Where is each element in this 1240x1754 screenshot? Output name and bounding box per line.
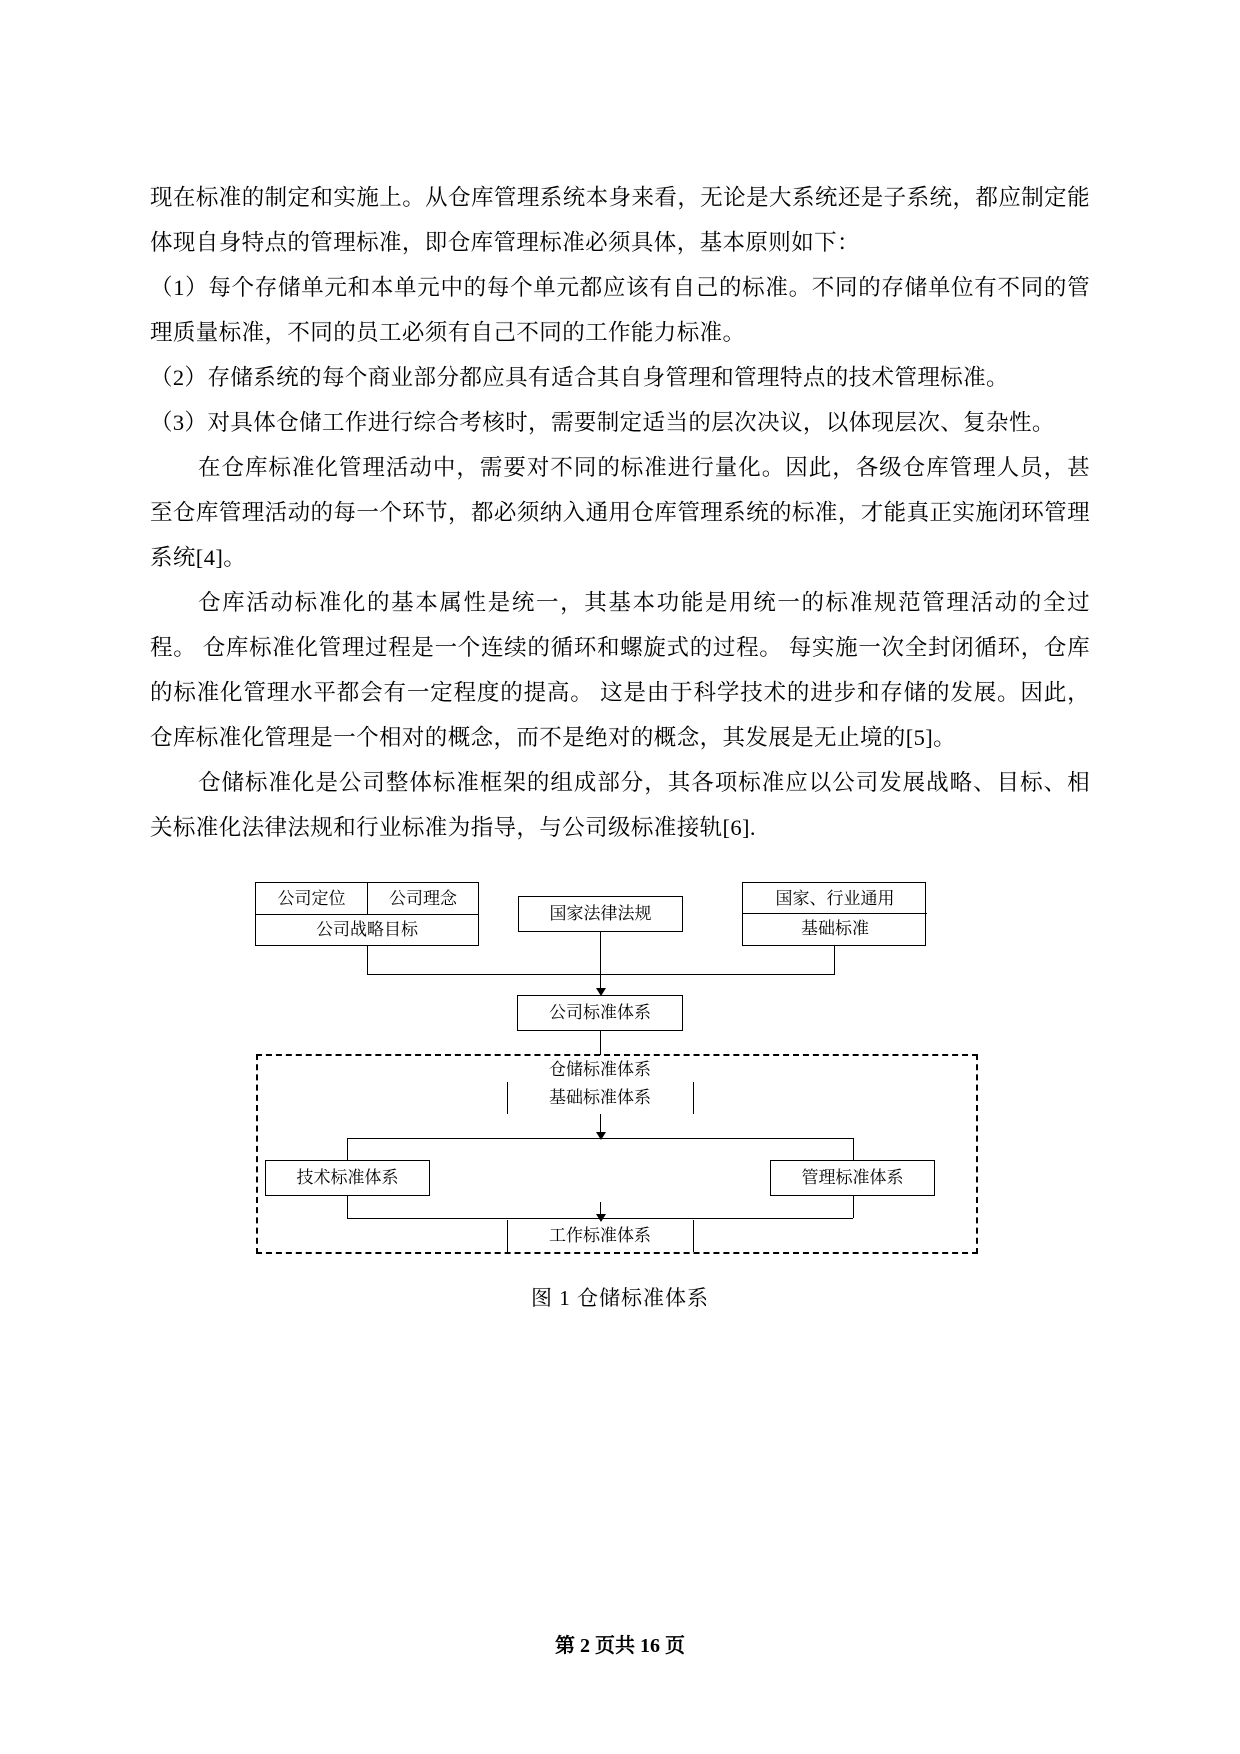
tick-basic-left — [507, 1082, 508, 1114]
node-company-standard-system: 公司标准体系 — [517, 995, 683, 1031]
paragraph-2: （1）每个存储单元和本单元中的每个单元都应该有自己的标准。不同的存储单位有不同的管理质量标准，不同的员工必须有自己不同的工作能力标准。 — [150, 275, 1090, 345]
tick-work-right — [693, 1220, 694, 1252]
node-company-strategy-group — [255, 882, 479, 946]
paragraph-1: 现在标准的制定和实施上。从仓库管理系统本身来看，无论是大系统还是子系统，都应制定能体现自身特点的管理标准，即仓库管理标准必须具体，基本原则如下： — [150, 185, 1090, 255]
connector-tech-bottom — [347, 1196, 348, 1218]
node-technical-standard-system: 技术标准体系 — [265, 1160, 430, 1196]
tick-work-left — [507, 1220, 508, 1252]
node-national-industry-basic-line2: 基础标准 — [801, 919, 869, 938]
connector-tech-down — [347, 1138, 348, 1160]
paragraph-6: 仓库活动标准化的基本属性是统一，其基本功能是用统一的标准规范管理活动的全过程。 仓库标准化管理过程是一个连续的循环和螺旋式的过程。 每实施一次全封闭循环，仓库的标准化管理水平都会有一定程度的提高。 这是由于科学技术的进步和存储的发展。因此，仓库标准化管理是一个相对的概念，而不是绝对的概念，其发展是无止境的[5]。 — [150, 590, 1090, 750]
paragraph-7: 仓储标准化是公司整体标准框架的组成部分，其各项标准应以公司发展战略、目标、相关标准化法律法规和行业标准为指导，与公司级标准接轨[6]. — [150, 770, 1090, 840]
node-national-industry-basic — [742, 882, 926, 946]
node-national-industry-basic-line1: 国家、行业通用 — [743, 885, 927, 914]
node-work-standard-system: 工作标准体系 — [549, 1226, 651, 1245]
connector-company-to-warehouse — [600, 1031, 601, 1055]
figure-canvas — [150, 876, 1090, 1266]
tick-basic-right — [693, 1082, 694, 1114]
connector-right-down — [834, 946, 835, 974]
node-company-philosophy: 公司理念 — [368, 883, 478, 915]
connector-mgmt-down — [853, 1138, 854, 1160]
paragraph-4: （3）对具体仓储工作进行综合考核时，需要制定适当的层次决议，以体现层次、复杂性。 — [150, 410, 1055, 435]
node-management-standard-system: 管理标准体系 — [770, 1160, 935, 1196]
connector-left-down — [367, 946, 368, 974]
figure-caption: 图 1 仓储标准体系 — [531, 1286, 709, 1310]
node-warehouse-standard-system: 仓储标准体系 — [549, 1060, 651, 1079]
node-basic-standard-system: 基础标准体系 — [549, 1088, 651, 1107]
body-text — [150, 175, 1090, 850]
node-company-strategy-goal: 公司战略目标 — [316, 920, 418, 939]
connector-mgmt-bottom — [853, 1196, 854, 1218]
page-footer: 第 2 页共 16 页 — [555, 1635, 685, 1657]
connector-bus-top — [367, 974, 835, 975]
paragraph-3: （2）存储系统的每个商业部分都应具有适合其自身管理和管理特点的技术管理标准。 — [150, 365, 1009, 390]
arrow-to-work-standard — [596, 1214, 606, 1222]
connector-center-down — [600, 932, 601, 974]
node-company-position: 公司定位 — [256, 883, 368, 915]
paragraph-5: 在仓库标准化管理活动中，需要对不同的标准进行量化。因此，各级仓库管理人员，甚至仓库管理活动的每一个环节，都必须纳入通用仓库管理系统的标准，才能真正实施闭环管理系统[4]。 — [150, 455, 1090, 570]
node-national-laws: 国家法律法规 — [518, 896, 683, 932]
figure-warehouse-standard-system — [150, 876, 1090, 1310]
connector-bus-tech-mgmt — [347, 1138, 853, 1139]
